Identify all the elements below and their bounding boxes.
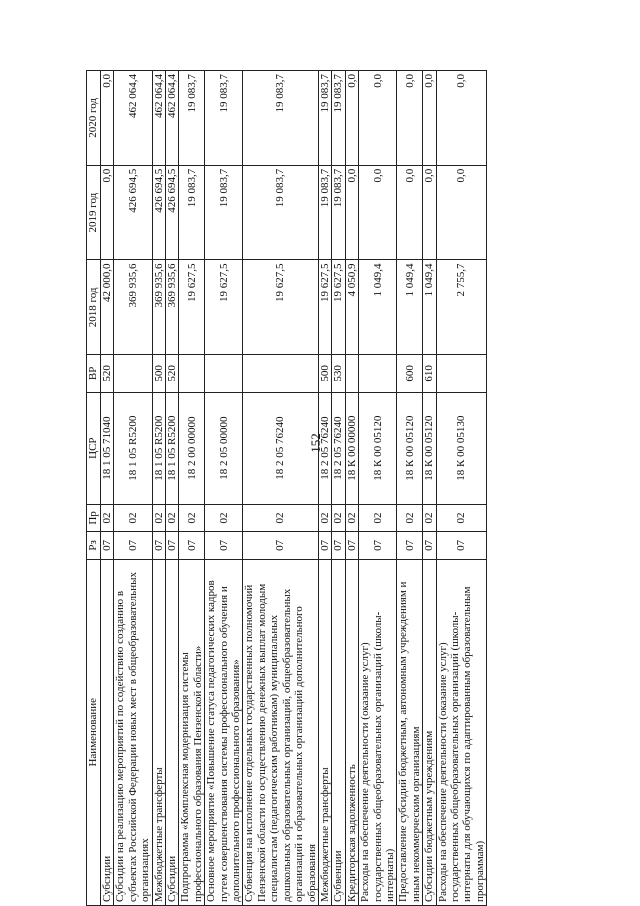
cell-2019: 426 694,5 [114, 165, 152, 260]
cell-name: Субсидии бюджетным учреждениям [423, 559, 436, 905]
cell-vr: 530 [332, 355, 345, 392]
cell-vr: 500 [152, 355, 165, 392]
header-name: Наименование [87, 559, 101, 905]
cell-2019: 19 083,7 [332, 165, 345, 260]
cell-vr [205, 355, 243, 392]
cell-2019: 426 694,5 [166, 165, 179, 260]
cell-2020: 19 083,7 [332, 71, 345, 166]
header-pr: Пр [87, 504, 101, 531]
cell-vr: 520 [166, 355, 179, 392]
cell-name: Межбюджетные трансферты [152, 559, 165, 905]
cell-2018: 1 049,4 [397, 260, 423, 355]
header-rz: Рз [87, 532, 101, 559]
cell-csr: 18 2 05 00000 [205, 392, 243, 504]
cell-2019: 19 083,7 [205, 165, 243, 260]
cell-rz: 07 [345, 532, 358, 559]
cell-vr: 500 [318, 355, 331, 392]
cell-vr [436, 355, 487, 392]
cell-2020: 0,0 [423, 71, 436, 166]
cell-2018: 19 627,5 [205, 260, 243, 355]
cell-csr: 18 К 00 05120 [397, 392, 423, 504]
cell-name: Кредиторская задолженность [345, 559, 358, 905]
cell-2019: 0,0 [359, 165, 397, 260]
cell-pr: 02 [423, 504, 436, 531]
table-row [101, 71, 114, 906]
cell-2018: 4 050,9 [345, 260, 358, 355]
cell-rz: 07 [423, 532, 436, 559]
cell-2018: 19 627,5 [332, 260, 345, 355]
header-csr: ЦСР [87, 392, 101, 504]
cell-rz: 07 [436, 532, 487, 559]
cell-rz: 07 [205, 532, 243, 559]
cell-2018: 19 627,5 [318, 260, 331, 355]
cell-csr: 18 К 00 05130 [436, 392, 487, 504]
cell-rz: 07 [101, 532, 114, 559]
cell-2018: 369 935,6 [114, 260, 152, 355]
table-row [318, 71, 331, 906]
cell-name: Предоставление субсидий бюджетным, автономным учреждениям и иным некоммерческим организациям [397, 559, 423, 905]
cell-2019: 426 694,5 [152, 165, 165, 260]
cell-csr: 18 К 00 05120 [359, 392, 397, 504]
cell-csr: 18 1 05 R5200 [166, 392, 179, 504]
cell-pr: 02 [318, 504, 331, 531]
cell-2019: 0,0 [423, 165, 436, 260]
cell-rz: 07 [332, 532, 345, 559]
cell-csr: 18 1 05 R5200 [152, 392, 165, 504]
cell-name: Субсидии на реализацию мероприятий по содействию созданию в субъектах Российской Федерации новых мест в общеобразовательных организациях [114, 559, 152, 905]
cell-2019: 0,0 [345, 165, 358, 260]
cell-rz: 07 [243, 532, 318, 559]
table-header-row [87, 71, 101, 906]
cell-name: Межбюджетные трансферты [318, 559, 331, 905]
table-row [423, 71, 436, 906]
table-row [397, 71, 423, 906]
cell-2019: 19 083,7 [179, 165, 205, 260]
cell-rz: 07 [359, 532, 397, 559]
cell-2020: 462 064,4 [166, 71, 179, 166]
table-row [205, 71, 243, 906]
cell-2020: 462 064,4 [114, 71, 152, 166]
cell-name: Подпрограмма «Комплексная модернизация системы профессионального образования Пензенской области» [179, 559, 205, 905]
cell-rz: 07 [152, 532, 165, 559]
cell-pr: 02 [243, 504, 318, 531]
cell-2019: 19 083,7 [318, 165, 331, 260]
cell-csr: 18 2 05 76240 [332, 392, 345, 504]
cell-vr: 610 [423, 355, 436, 392]
cell-2019: 0,0 [397, 165, 423, 260]
cell-2020: 19 083,7 [205, 71, 243, 166]
cell-2018: 369 935,6 [166, 260, 179, 355]
table-row [166, 71, 179, 906]
cell-rz: 07 [114, 532, 152, 559]
cell-2018: 42 000,0 [101, 260, 114, 355]
cell-vr [179, 355, 205, 392]
cell-pr: 02 [114, 504, 152, 531]
page-number: 152 [308, 433, 323, 453]
cell-2018: 1 049,4 [423, 260, 436, 355]
cell-csr: 18 1 05 71040 [101, 392, 114, 504]
cell-rz: 07 [166, 532, 179, 559]
cell-vr [345, 355, 358, 392]
table-row [345, 71, 358, 906]
table-row [152, 71, 165, 906]
cell-pr: 02 [397, 504, 423, 531]
cell-name: Расходы на обеспечение деятельности (оказание услуг) государственных общеобразовательных организаций (школы-интернаты для обучающихся по адаптированным образовательным программам) [436, 559, 487, 905]
cell-2018: 2 755,7 [436, 260, 487, 355]
cell-pr: 02 [345, 504, 358, 531]
cell-rz: 07 [179, 532, 205, 559]
budget-table-sheet [86, 70, 566, 906]
cell-2020: 462 064,4 [152, 71, 165, 166]
cell-2019: 0,0 [101, 165, 114, 260]
header-2018: 2018 год [87, 260, 101, 355]
budget-table [86, 70, 487, 906]
cell-rz: 07 [397, 532, 423, 559]
cell-2020: 19 083,7 [243, 71, 318, 166]
cell-name: Расходы на обеспечение деятельности (оказание услуг) государственных общеобразовательных организаций (школы-интернаты) [359, 559, 397, 905]
cell-pr: 02 [205, 504, 243, 531]
cell-name: Субвенции [332, 559, 345, 905]
table-row [243, 71, 318, 906]
cell-name: Субсидии [101, 559, 114, 905]
cell-2020: 19 083,7 [318, 71, 331, 166]
cell-2019: 19 083,7 [243, 165, 318, 260]
cell-pr: 02 [332, 504, 345, 531]
cell-2020: 0,0 [345, 71, 358, 166]
cell-csr: 18 К 00 05120 [423, 392, 436, 504]
cell-vr [359, 355, 397, 392]
cell-csr: 18 2 05 76240 [243, 392, 318, 504]
cell-csr: 18 2 05 76240 [318, 392, 331, 504]
cell-2018: 369 935,6 [152, 260, 165, 355]
header-2019: 2019 год [87, 165, 101, 260]
cell-2020: 19 083,7 [179, 71, 205, 166]
table-row [332, 71, 345, 906]
cell-vr: 600 [397, 355, 423, 392]
table-row [359, 71, 397, 906]
cell-pr: 02 [166, 504, 179, 531]
header-vr: ВР [87, 355, 101, 392]
table-row [114, 71, 152, 906]
cell-csr: 18 2 00 00000 [179, 392, 205, 504]
cell-pr: 02 [359, 504, 397, 531]
cell-2020: 0,0 [359, 71, 397, 166]
cell-pr: 02 [179, 504, 205, 531]
cell-csr: 18 К 00 00000 [345, 392, 358, 504]
cell-2020: 0,0 [397, 71, 423, 166]
cell-2020: 0,0 [436, 71, 487, 166]
cell-2018: 19 627,5 [243, 260, 318, 355]
cell-pr: 02 [436, 504, 487, 531]
cell-name: Субсидии [166, 559, 179, 905]
cell-2020: 0,0 [101, 71, 114, 166]
cell-vr [243, 355, 318, 392]
table-row [179, 71, 205, 906]
cell-vr [114, 355, 152, 392]
cell-2018: 19 627,5 [179, 260, 205, 355]
table-row [436, 71, 487, 906]
cell-name: Основное мероприятие «Повышение статуса педагогических кадров путем совершенствования системы профессионального обучения и дополнительного профессионального образования» [205, 559, 243, 905]
cell-csr: 18 1 05 R5200 [114, 392, 152, 504]
cell-2019: 0,0 [436, 165, 487, 260]
cell-pr: 02 [152, 504, 165, 531]
header-2020: 2020 год [87, 71, 101, 166]
cell-pr: 02 [101, 504, 114, 531]
cell-vr: 520 [101, 355, 114, 392]
cell-rz: 07 [318, 532, 331, 559]
cell-2018: 1 049,4 [359, 260, 397, 355]
cell-name: Субвенция на исполнение отдельных государственных полномочий Пензенской области по осуществлению денежных выплат молодым специалистам (педагогическим работникам) муниципальных дошкольных образовательных организаций, общеобразовательных организаций и образовательных организаций дополнительного образования [243, 559, 318, 905]
